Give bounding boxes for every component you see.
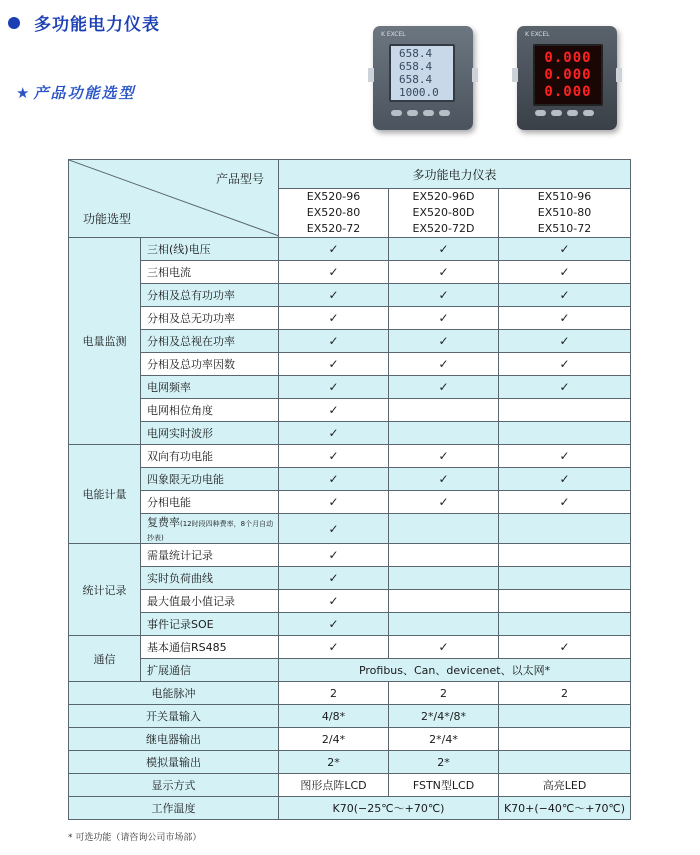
model-name: EX520-72 (306, 222, 361, 235)
feature-text: 分相电能 (147, 496, 191, 509)
feature-text: 需量统计记录 (147, 549, 213, 562)
model-column-2 (389, 189, 499, 238)
feature-text: 事件记录SOE (147, 618, 214, 631)
check-cell: ✓ (499, 445, 631, 468)
model-name: EX510-72 (537, 222, 592, 235)
spec-value-cell: 2/4* (279, 728, 389, 751)
table-row (69, 468, 631, 491)
table-row (69, 330, 631, 353)
spec-value-cell: 高亮LED (499, 774, 631, 797)
spec-value-cell: 2 (499, 682, 631, 705)
spec-label: 模拟量输出 (69, 751, 279, 774)
footnote: * 可选功能（请咨询公司市场部） (68, 833, 202, 843)
lcd-line: 1000.0 (399, 86, 439, 99)
spec-label: 显示方式 (69, 774, 279, 797)
feature-text: 复费率 (147, 516, 180, 529)
function-selection-table (68, 159, 631, 820)
check-cell (389, 399, 499, 422)
feature-text: 最大值最小值记录 (147, 595, 235, 608)
model-column-3 (499, 189, 631, 238)
feature-text: 分相及总功率因数 (147, 358, 235, 371)
feature-label (141, 590, 279, 613)
feature-text: 电网频率 (147, 381, 191, 394)
table-row (69, 636, 631, 659)
led-line: 0.000 (544, 66, 592, 83)
spec-label: 开关量输入 (69, 705, 279, 728)
spec-value-cell: 2 (389, 682, 499, 705)
check-cell (499, 590, 631, 613)
check-cell: ✓ (499, 284, 631, 307)
header-diagonal-cell (69, 160, 279, 238)
check-cell: ✓ (499, 353, 631, 376)
table-row (69, 261, 631, 284)
feature-label (141, 261, 279, 284)
check-cell: ✓ (279, 307, 389, 330)
check-cell (499, 544, 631, 567)
bullet-icon (8, 17, 20, 29)
check-cell: ✓ (279, 445, 389, 468)
check-cell: ✓ (389, 330, 499, 353)
check-cell: ✓ (389, 284, 499, 307)
check-cell (389, 544, 499, 567)
spec-value-cell: 2*/4*/8* (389, 705, 499, 728)
feature-text: 双向有功电能 (147, 450, 213, 463)
spec-value-cell: FSTN型LCD (389, 774, 499, 797)
model-column-1 (279, 189, 389, 238)
spec-value-cell: 2* (279, 751, 389, 774)
feature-label (141, 353, 279, 376)
check-cell: ✓ (389, 238, 499, 261)
lcd-line: 658.4 (399, 47, 433, 60)
check-cell: ✓ (279, 544, 389, 567)
star-icon: ★ (16, 83, 30, 102)
page-title-row (8, 10, 160, 35)
feature-text: 基本通信RS485 (147, 641, 227, 654)
feature-text: 分相及总无功功率 (147, 312, 235, 325)
check-cell: ✓ (389, 491, 499, 514)
check-cell (499, 567, 631, 590)
check-cell: ✓ (389, 636, 499, 659)
feature-label (141, 284, 279, 307)
feature-text: 四象限无功电能 (147, 473, 224, 486)
check-cell (499, 422, 631, 445)
lcd-line: 658.4 (399, 60, 433, 73)
page-title: 多功能电力仪表 (34, 15, 160, 35)
lcd-line: 658.4 (399, 73, 433, 86)
table-row (69, 567, 631, 590)
feature-label (141, 445, 279, 468)
feature-label (141, 567, 279, 590)
spec-value-cell (499, 751, 631, 774)
feature-label (141, 238, 279, 261)
group-label: 电能计量 (69, 445, 141, 544)
feature-label (141, 468, 279, 491)
section-title: 产品功能选型 (33, 84, 136, 102)
model-name: EX510-96 (537, 190, 592, 203)
check-cell: ✓ (389, 445, 499, 468)
check-cell: ✓ (279, 590, 389, 613)
table-row (69, 659, 631, 682)
check-cell: ✓ (279, 613, 389, 636)
check-cell (389, 613, 499, 636)
feature-label (141, 422, 279, 445)
header-product-model-label: 产品型号 (215, 172, 264, 186)
check-cell (389, 590, 499, 613)
led-meter-image (517, 26, 617, 130)
lcd-meter-screen (389, 44, 455, 102)
table-row (69, 422, 631, 445)
table-row (69, 728, 631, 751)
merged-value-cell: Profibus、Can、devicenet、以太网* (279, 659, 631, 682)
lcd-meter-image (373, 26, 473, 130)
check-cell: ✓ (279, 491, 389, 514)
check-cell: ✓ (499, 307, 631, 330)
check-cell: ✓ (499, 330, 631, 353)
feature-label (141, 307, 279, 330)
check-cell: ✓ (499, 261, 631, 284)
check-cell: ✓ (389, 353, 499, 376)
group-label: 电量监测 (69, 238, 141, 445)
table-row (69, 590, 631, 613)
table-row (69, 544, 631, 567)
section-header (16, 82, 135, 103)
table-row (69, 774, 631, 797)
model-name: EX520-96 (306, 190, 361, 203)
table-row (69, 284, 631, 307)
check-cell: ✓ (279, 567, 389, 590)
check-cell: ✓ (499, 238, 631, 261)
check-cell: ✓ (279, 238, 389, 261)
spec-value-cell: 图形点阵LCD (279, 774, 389, 797)
lcd-meter-brand: K EXCEL (381, 31, 406, 38)
feature-text: 电网实时波形 (147, 427, 213, 440)
check-cell: ✓ (279, 514, 389, 544)
feature-text: 三相电流 (147, 266, 191, 279)
table-row (69, 705, 631, 728)
check-cell: ✓ (279, 353, 389, 376)
spec-label: 工作温度 (69, 797, 279, 820)
group-label: 统计记录 (69, 544, 141, 636)
spec-label: 继电器输出 (69, 728, 279, 751)
led-line: 0.000 (544, 49, 592, 66)
check-cell: ✓ (499, 376, 631, 399)
table-row (69, 399, 631, 422)
led-meter-brand: K EXCEL (525, 31, 550, 38)
table-row (69, 751, 631, 774)
feature-label (141, 544, 279, 567)
feature-label (141, 330, 279, 353)
check-cell: ✓ (279, 261, 389, 284)
group-label: 通信 (69, 636, 141, 682)
table-row (69, 307, 631, 330)
feature-note: (12时段四种费率，8个月自动抄表) (147, 520, 274, 542)
led-meter-screen (533, 44, 603, 106)
check-cell (389, 567, 499, 590)
model-name: EX520-96D (412, 190, 475, 203)
spec-value-cell: 4/8* (279, 705, 389, 728)
led-line: 0.000 (544, 83, 592, 100)
check-cell (499, 613, 631, 636)
table-row (69, 445, 631, 468)
table-row (69, 514, 631, 544)
feature-text: 分相及总有功功率 (147, 289, 235, 302)
check-cell: ✓ (389, 261, 499, 284)
model-name: EX520-72D (412, 222, 475, 235)
feature-text: 电网相位角度 (147, 404, 213, 417)
feature-label (141, 636, 279, 659)
feature-label (141, 613, 279, 636)
check-cell: ✓ (389, 307, 499, 330)
feature-text: 三相(线)电压 (147, 243, 211, 256)
feature-label (141, 376, 279, 399)
check-cell: ✓ (279, 330, 389, 353)
check-cell: ✓ (499, 468, 631, 491)
table-row (69, 238, 631, 261)
feature-text: 实时负荷曲线 (147, 572, 213, 585)
spec-label: 电能脉冲 (69, 682, 279, 705)
check-cell: ✓ (279, 468, 389, 491)
check-cell: ✓ (389, 468, 499, 491)
check-cell: ✓ (279, 636, 389, 659)
spec-value-cell: 2 (279, 682, 389, 705)
feature-text: 扩展通信 (147, 664, 191, 677)
model-name: EX520-80D (412, 206, 475, 219)
table-row (69, 682, 631, 705)
check-cell: ✓ (279, 422, 389, 445)
spec-value-cell (499, 728, 631, 751)
product-group-header: 多功能电力仪表 (279, 160, 631, 189)
model-name: EX520-80 (306, 206, 361, 219)
spec-value-cell: K70(−25℃～+70℃) (279, 797, 499, 820)
feature-label (141, 399, 279, 422)
table-row (69, 353, 631, 376)
check-cell: ✓ (499, 636, 631, 659)
check-cell (499, 514, 631, 544)
check-cell (389, 422, 499, 445)
table-row (69, 797, 631, 820)
check-cell (389, 514, 499, 544)
check-cell: ✓ (499, 491, 631, 514)
spec-value-cell: K70+(−40℃～+70℃) (499, 797, 631, 820)
feature-label (141, 491, 279, 514)
spec-value-cell: 2*/4* (389, 728, 499, 751)
feature-text: 分相及总视在功率 (147, 335, 235, 348)
check-cell (499, 399, 631, 422)
check-cell: ✓ (279, 284, 389, 307)
model-name: EX510-80 (537, 206, 592, 219)
feature-label (141, 659, 279, 682)
check-cell: ✓ (389, 376, 499, 399)
table-row (69, 613, 631, 636)
check-cell: ✓ (279, 399, 389, 422)
spec-value-cell (499, 705, 631, 728)
feature-label (141, 514, 279, 544)
table-row (69, 376, 631, 399)
spec-value-cell: 2* (389, 751, 499, 774)
header-function-label: 功能选型 (83, 212, 132, 226)
check-cell: ✓ (279, 376, 389, 399)
table-row (69, 491, 631, 514)
